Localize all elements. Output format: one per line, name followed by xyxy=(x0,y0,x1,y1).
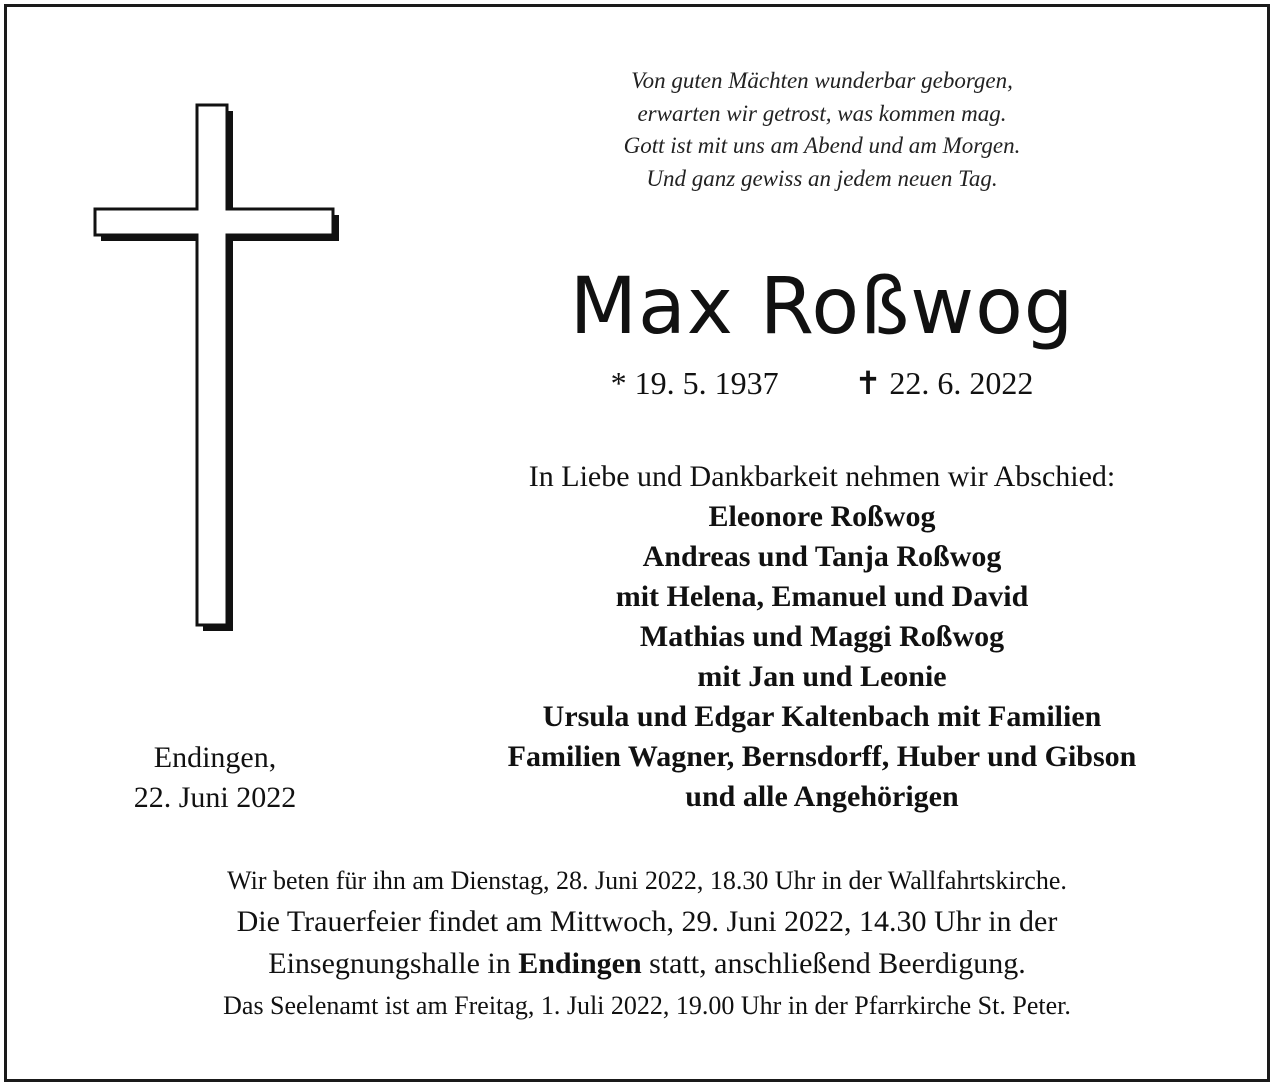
notice-date: 22. Juni 2022 xyxy=(133,781,297,814)
mourners-intro: In Liebe und Dankbarkeit nehmen wir Abschied: xyxy=(528,460,1116,493)
poem-line-2: erwarten wir getrost, was kommen mag. xyxy=(637,100,1007,126)
death-date: 22. 6. 2022 xyxy=(889,365,1034,401)
mourners-block xyxy=(427,457,1217,817)
mourner-line: Ursula und Edgar Kaltenbach mit Familien xyxy=(542,700,1102,733)
poem-line-3: Gott ist mit uns am Abend und am Morgen. xyxy=(623,133,1021,158)
mourner-line: mit Helena, Emanuel und David xyxy=(615,580,1029,613)
funeral-line-2-pre: Einsegnungshalle in xyxy=(268,947,511,980)
mourner-line: mit Jan und Leonie xyxy=(697,660,947,693)
mourner-line: Mathias und Maggi Roßwog xyxy=(639,620,1005,653)
obituary-frame xyxy=(4,4,1270,1082)
requiem-notice: Das Seelenamt ist am Freitag, 1. Juli 2022, 19.00 Uhr in der Pfarrkirche St. Peter. xyxy=(223,991,1071,1020)
service-notices xyxy=(47,860,1247,1026)
poem-line-1: Von guten Mächten wunderbar geborgen, xyxy=(631,68,1013,93)
mourner-line: Familien Wagner, Bernsdorff, Huber und Gibson xyxy=(507,740,1137,773)
mourner-line: und alle Angehörigen xyxy=(685,780,959,813)
birth-symbol: * xyxy=(610,365,627,401)
birth-date: 19. 5. 1937 xyxy=(634,365,779,401)
poem xyxy=(477,65,1167,195)
place: Endingen, xyxy=(153,741,277,774)
mourner-line: Andreas und Tanja Roßwog xyxy=(642,540,1002,573)
place-date xyxy=(95,738,335,818)
poem-line-4: Und ganz gewiss an jedem neuen Tag. xyxy=(646,165,998,191)
funeral-location: Endingen xyxy=(518,947,642,980)
life-dates xyxy=(477,361,1167,405)
prayer-notice: Wir beten für ihn am Dienstag, 28. Juni 2022, 18.30 Uhr in der Wallfahrtskirche. xyxy=(227,866,1067,895)
death-cross-icon: ✝ xyxy=(854,365,882,401)
deceased-name: Max Roßwog xyxy=(569,262,1075,352)
funeral-notice-line-2 xyxy=(47,943,1247,985)
funeral-notice-line-1: Die Trauerfeier findet am Mittwoch, 29. Juni 2022, 14.30 Uhr in der xyxy=(236,905,1058,938)
funeral-line-2-post: statt, anschließend Beerdigung. xyxy=(649,947,1026,980)
mourner-line: Eleonore Roßwog xyxy=(708,500,936,533)
latin-cross-icon xyxy=(91,101,341,631)
